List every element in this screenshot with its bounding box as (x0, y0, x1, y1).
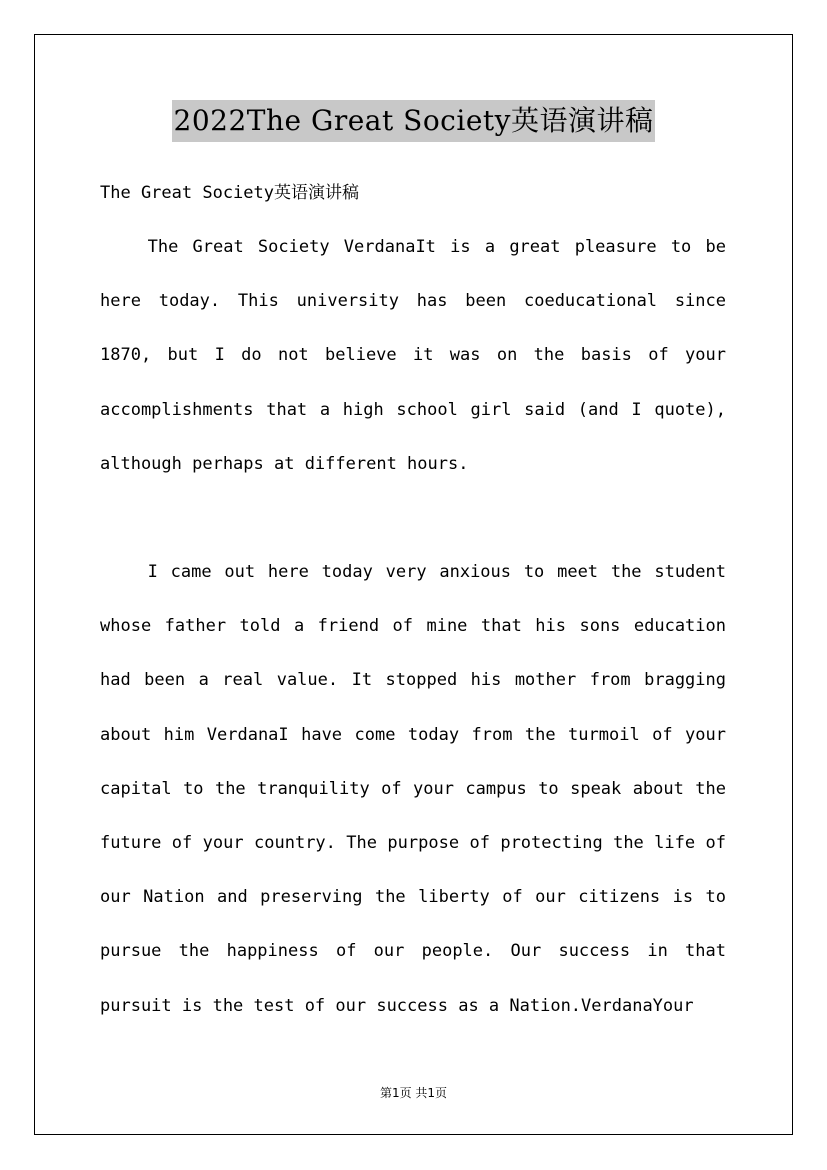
paragraph-1: The Great Society VerdanaIt is a great pleasure to be here today. This university has been coeducational since 1870, but I do not believe it was on the basis of your accomplishments that a high school girl said (and I quote), although perhaps at different hours. (100, 237, 726, 474)
page-footer: 第1页 共1页 (379, 1086, 448, 1100)
paragraph-2: I came out here today very anxious to meet the student whose father told a friend of mine that his sons education had been a real value. It stopped his mother from bragging about him VerdanaI have come today from the turmoil of your capital to the tranquility of your campus to speak about the future of your country. The purpose of protecting the life of our Nation and preserving the liberty of our citizens is to pursue the happiness of our people. Our success in that pursuit is the test of our success as a Nation.VerdanaYour (100, 562, 726, 1016)
document-title: 2022The Great Society英语演讲稿 (172, 100, 656, 142)
title-container (0, 100, 827, 142)
document-subtitle: The Great Society英语演讲稿 (100, 183, 359, 203)
